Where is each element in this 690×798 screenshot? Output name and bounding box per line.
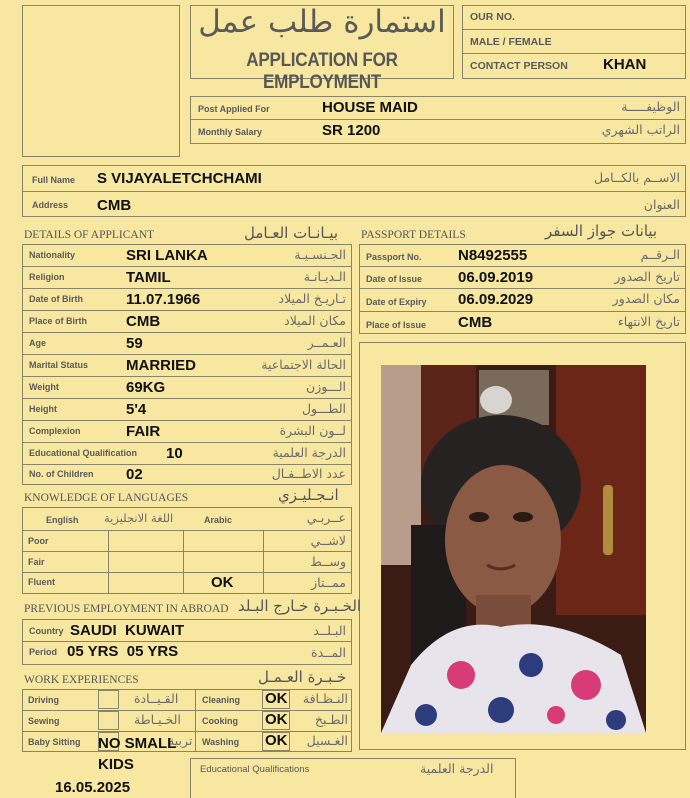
marital-label: Marital Status [29, 360, 89, 370]
fullname-ar: الاســم بالكــامل [594, 170, 680, 185]
passport-no-ar: الـرقــم [640, 247, 680, 262]
marital-ar: الحالة الاجتماعية [261, 357, 346, 372]
weight-label: Weight [29, 382, 59, 392]
fluent-ar: ممــتاز [311, 575, 346, 590]
driving-label: Driving [28, 695, 60, 705]
passport-table [359, 244, 686, 334]
nationality-label: Nationality [29, 250, 76, 260]
english-label: English [46, 515, 79, 525]
expiry-date-ar: مكان الصدور [612, 291, 680, 306]
languages-heading-ar: انـجـليـزي [278, 486, 339, 504]
nationality-ar: الجـنسـيـة [294, 247, 346, 262]
languages-table [22, 507, 352, 594]
children-value: 02 [126, 466, 143, 483]
driving-checkbox[interactable] [98, 690, 119, 709]
post-ar: الوظيفـــــة [621, 99, 680, 114]
cleaning-label: Cleaning [202, 695, 241, 705]
address-value: CMB [97, 197, 132, 214]
washing-label: Washing [202, 737, 240, 747]
fluent-label: Fluent [28, 577, 55, 587]
edu-qualifications-label: Educational Qualifications [200, 764, 310, 775]
our-no-label: OUR NO. [470, 11, 515, 23]
weight-ar: الـــوزن [306, 379, 346, 394]
pob-label: Place of Birth [29, 316, 88, 326]
fullname-value: S VIJAYALETCHCHAMI [97, 170, 262, 187]
children-label: No. of Children [29, 469, 94, 479]
cooking-label: Cooking [202, 716, 238, 726]
applicant-heading-ar: بيـانـات العـامل [244, 224, 339, 242]
previous-heading: PREVIOUS EMPLOYMENT IN ABROAD [24, 603, 229, 615]
fluent-arabic-value: OK [211, 574, 234, 591]
pob-ar: مكان الميلاد [284, 313, 346, 328]
complexion-label: Complexion [29, 426, 81, 436]
post-label: Post Applied For [198, 104, 270, 114]
photo-box-top [22, 5, 180, 157]
english-ar: اللغة الانجليزية [104, 511, 174, 525]
fair-label: Fair [28, 557, 45, 567]
period-ar: المــدة [311, 645, 346, 660]
poor-label: Poor [28, 536, 49, 546]
arabic-label: Arabic [204, 515, 233, 525]
dob-ar: تـاريـخ الميلاد [278, 291, 346, 306]
weight-value: 69KG [126, 379, 166, 396]
applicant-heading: DETAILS OF APPLICANT [24, 229, 155, 241]
education-ar: الدرجة العلمية [272, 445, 346, 460]
fullname-label: Full Name [32, 175, 76, 185]
dob-label: Date of Birth [29, 294, 83, 304]
issue-date-ar: تاريخ الصدور [614, 269, 680, 284]
pob-value: CMB [126, 313, 161, 330]
religion-label: Religion [29, 272, 65, 282]
age-ar: العـمــر [307, 335, 346, 350]
cooking-ar: الطـبخ [314, 712, 348, 727]
age-label: Age [29, 338, 47, 348]
cleaning-ar: النـظـافة [302, 691, 348, 706]
work-heading-ar: خـبـرة العـمـل [258, 668, 347, 686]
height-ar: الطـــول [301, 401, 346, 416]
expiry-date-value: 06.09.2029 [458, 291, 534, 308]
expiry-date-label: Date of Expiry [366, 297, 427, 307]
applicant-photo [381, 365, 646, 733]
cleaning-value: OK [265, 690, 288, 707]
dob-value: 11.07.1966 [126, 291, 201, 308]
country-value: SAUDI KUWAIT [70, 622, 185, 639]
passport-no-label: Passport No. [366, 252, 422, 262]
photo-illustration [381, 365, 646, 733]
sewing-ar: الخـيـاطة [134, 712, 181, 727]
period-value: 05 YRS 05 YRS [67, 643, 179, 660]
nationality-value: SRI LANKA [126, 247, 208, 264]
period-label: Period [29, 647, 58, 657]
education-value: 10 [166, 445, 183, 462]
sewing-checkbox[interactable] [98, 711, 119, 730]
arabic-ar: عــربـي [306, 510, 346, 525]
passport-heading-ar: بيانات جواز السفر [545, 222, 658, 240]
passport-no-value: N8492555 [458, 247, 528, 264]
washing-value: OK [265, 732, 288, 749]
marital-value: MARRIED [126, 357, 196, 374]
education-label: Educational Qualification [29, 448, 138, 458]
salary-ar: الراتب الشهري [601, 122, 680, 137]
address-ar: العنوان [643, 197, 680, 212]
gender-label: MALE / FEMALE [470, 36, 552, 48]
washing-ar: الغـسيل [306, 733, 348, 748]
issue-place-value: CMB [458, 314, 493, 331]
contact-person-value: KHAN [603, 56, 647, 73]
babysitting-label: Baby Sitting [28, 737, 81, 747]
fair-ar: وســط [310, 554, 346, 569]
country-ar: البـلــد [313, 623, 346, 638]
languages-heading: KNOWLEDGE OF LANGUAGES [24, 492, 189, 504]
age-value: 59 [126, 335, 143, 352]
post-value: HOUSE MAID [322, 99, 418, 116]
passport-heading: PASSPORT DETAILS [361, 229, 466, 241]
height-value: 5'4 [126, 401, 147, 418]
footer-date: 16.05.2025 [55, 779, 131, 796]
salary-label: Monthly Salary [198, 127, 263, 137]
work-heading: WORK EXPERIENCES [24, 674, 139, 686]
complexion-value: FAIR [126, 423, 161, 440]
sewing-label: Sewing [28, 716, 60, 726]
country-label: Country [29, 626, 64, 636]
arabic-title: استمارة طلب عمل [198, 4, 446, 40]
edu-qualifications-ar: الدرجة العلمية [420, 761, 494, 776]
previous-table [22, 619, 352, 665]
issue-place-label: Place of Issue [366, 320, 427, 330]
issue-date-label: Date of Issue [366, 274, 423, 284]
religion-value: TAMIL [126, 269, 171, 286]
issue-place-ar: تاريخ الانتهاء [617, 314, 680, 329]
babysitting-ar: تربية [168, 733, 193, 748]
contact-person-label: CONTACT PERSON [470, 60, 568, 72]
poor-ar: لاشــي [310, 533, 346, 548]
driving-ar: القـيــادة [134, 691, 179, 706]
issue-date-value: 06.09.2019 [458, 269, 534, 286]
babysitting-note: NO SMALL KIDS [98, 735, 177, 773]
salary-value: SR 1200 [322, 122, 381, 139]
cooking-value: OK [265, 711, 288, 728]
page-title: APPLICATION FOR EMPLOYMENT [246, 50, 398, 93]
address-label: Address [32, 200, 69, 210]
applicant-table [22, 244, 352, 485]
complexion-ar: لــون البشرة [279, 423, 346, 438]
height-label: Height [29, 404, 57, 414]
children-ar: عدد الاطــفـال [271, 466, 346, 481]
religion-ar: الـديـانـة [303, 269, 346, 284]
previous-heading-ar: الخـبـرة خـارج البـلد [238, 597, 362, 615]
